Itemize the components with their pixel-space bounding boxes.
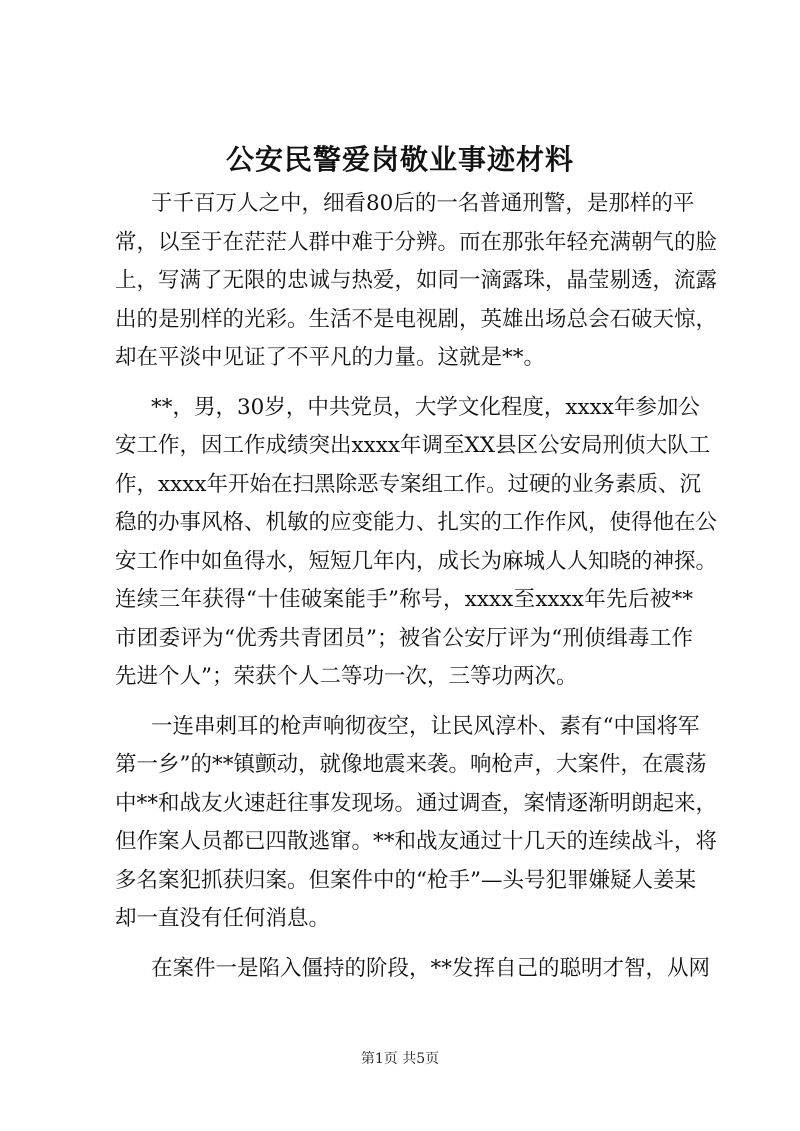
text-line: 连续三年获得“十佳破案能手”称号，xxxx至xxxx年先后被** [115,587,693,612]
paragraph-2 [115,389,718,697]
text-line: 却一直没有任何消息。 [115,906,331,931]
text-line: 市团委评为“优秀共青团员”；被省公安厅评为“刑侦缉毒工作 [115,625,693,651]
document-title: 公安民警爱岗敬业事迹材料 [225,143,574,176]
text-line: 一连串刺耳的枪声响彻夜空，让民风淳朴、素有“中国将军 [151,713,700,739]
text-line: 作，xxxx年开始在扫黑除恶专案组工作。过硬的业务素质、沉 [115,471,702,497]
document-body [115,185,718,999]
paragraph-4 [115,950,711,989]
paragraph-3 [115,708,718,939]
text-line: 在案件一是陷入僵持的阶段，**发挥自己的聪明才智，从网 [151,955,711,981]
text-line: 多名案犯抓获归案。但案件中的“枪手”—头号犯罪嫌疑人姜某 [115,867,696,893]
text-line: 却在平淡中见证了不平凡的力量。这就是**。 [115,345,546,370]
text-line: **，男，30岁，中共党员，大学文化程度，xxxx年参加公 [151,394,700,420]
text-line: 安工作中如鱼得水，短短几年内，成长为麻城人人知晓的神探。 [115,548,718,574]
paragraph-1 [115,185,718,378]
text-line: 于千百万人之中，细看80后的一名普通刑警，是那样的平 [151,191,695,216]
text-line: 第一乡”的**镇颤动，就像地震来袭。响枪声，大案件，在震荡 [115,752,707,777]
text-line: 安工作，因工作成绩突出xxxx年调至XX县区公安局刑侦大队工 [115,433,711,458]
text-line: 但作案人员都已四散逃窜。**和战友通过十几天的连续战斗，将 [115,829,718,854]
text-line: 上，写满了无限的忠诚与热爱，如同一滴露珠，晶莹剔透，流露 [115,268,718,293]
text-line: 中**和战友火速赶往事发现场。通过调查，案情逐渐明朗起来， [115,790,718,816]
text-line: 出的是别样的光彩。生活不是电视剧，英雄出场总会石破天惊， [115,306,718,332]
text-line: 常，以至于在茫茫人群中难于分辨。而在那张年轻充满朝气的脸 [115,229,718,255]
text-line: 先进个人”；荣获个人二等功一次，三等功两次。 [115,664,578,689]
page-footer: 第1页 共5页 [360,1051,440,1067]
text-line: 稳的办事风格、机敏的应变能力、扎实的工作作风，使得他在公 [115,510,718,535]
